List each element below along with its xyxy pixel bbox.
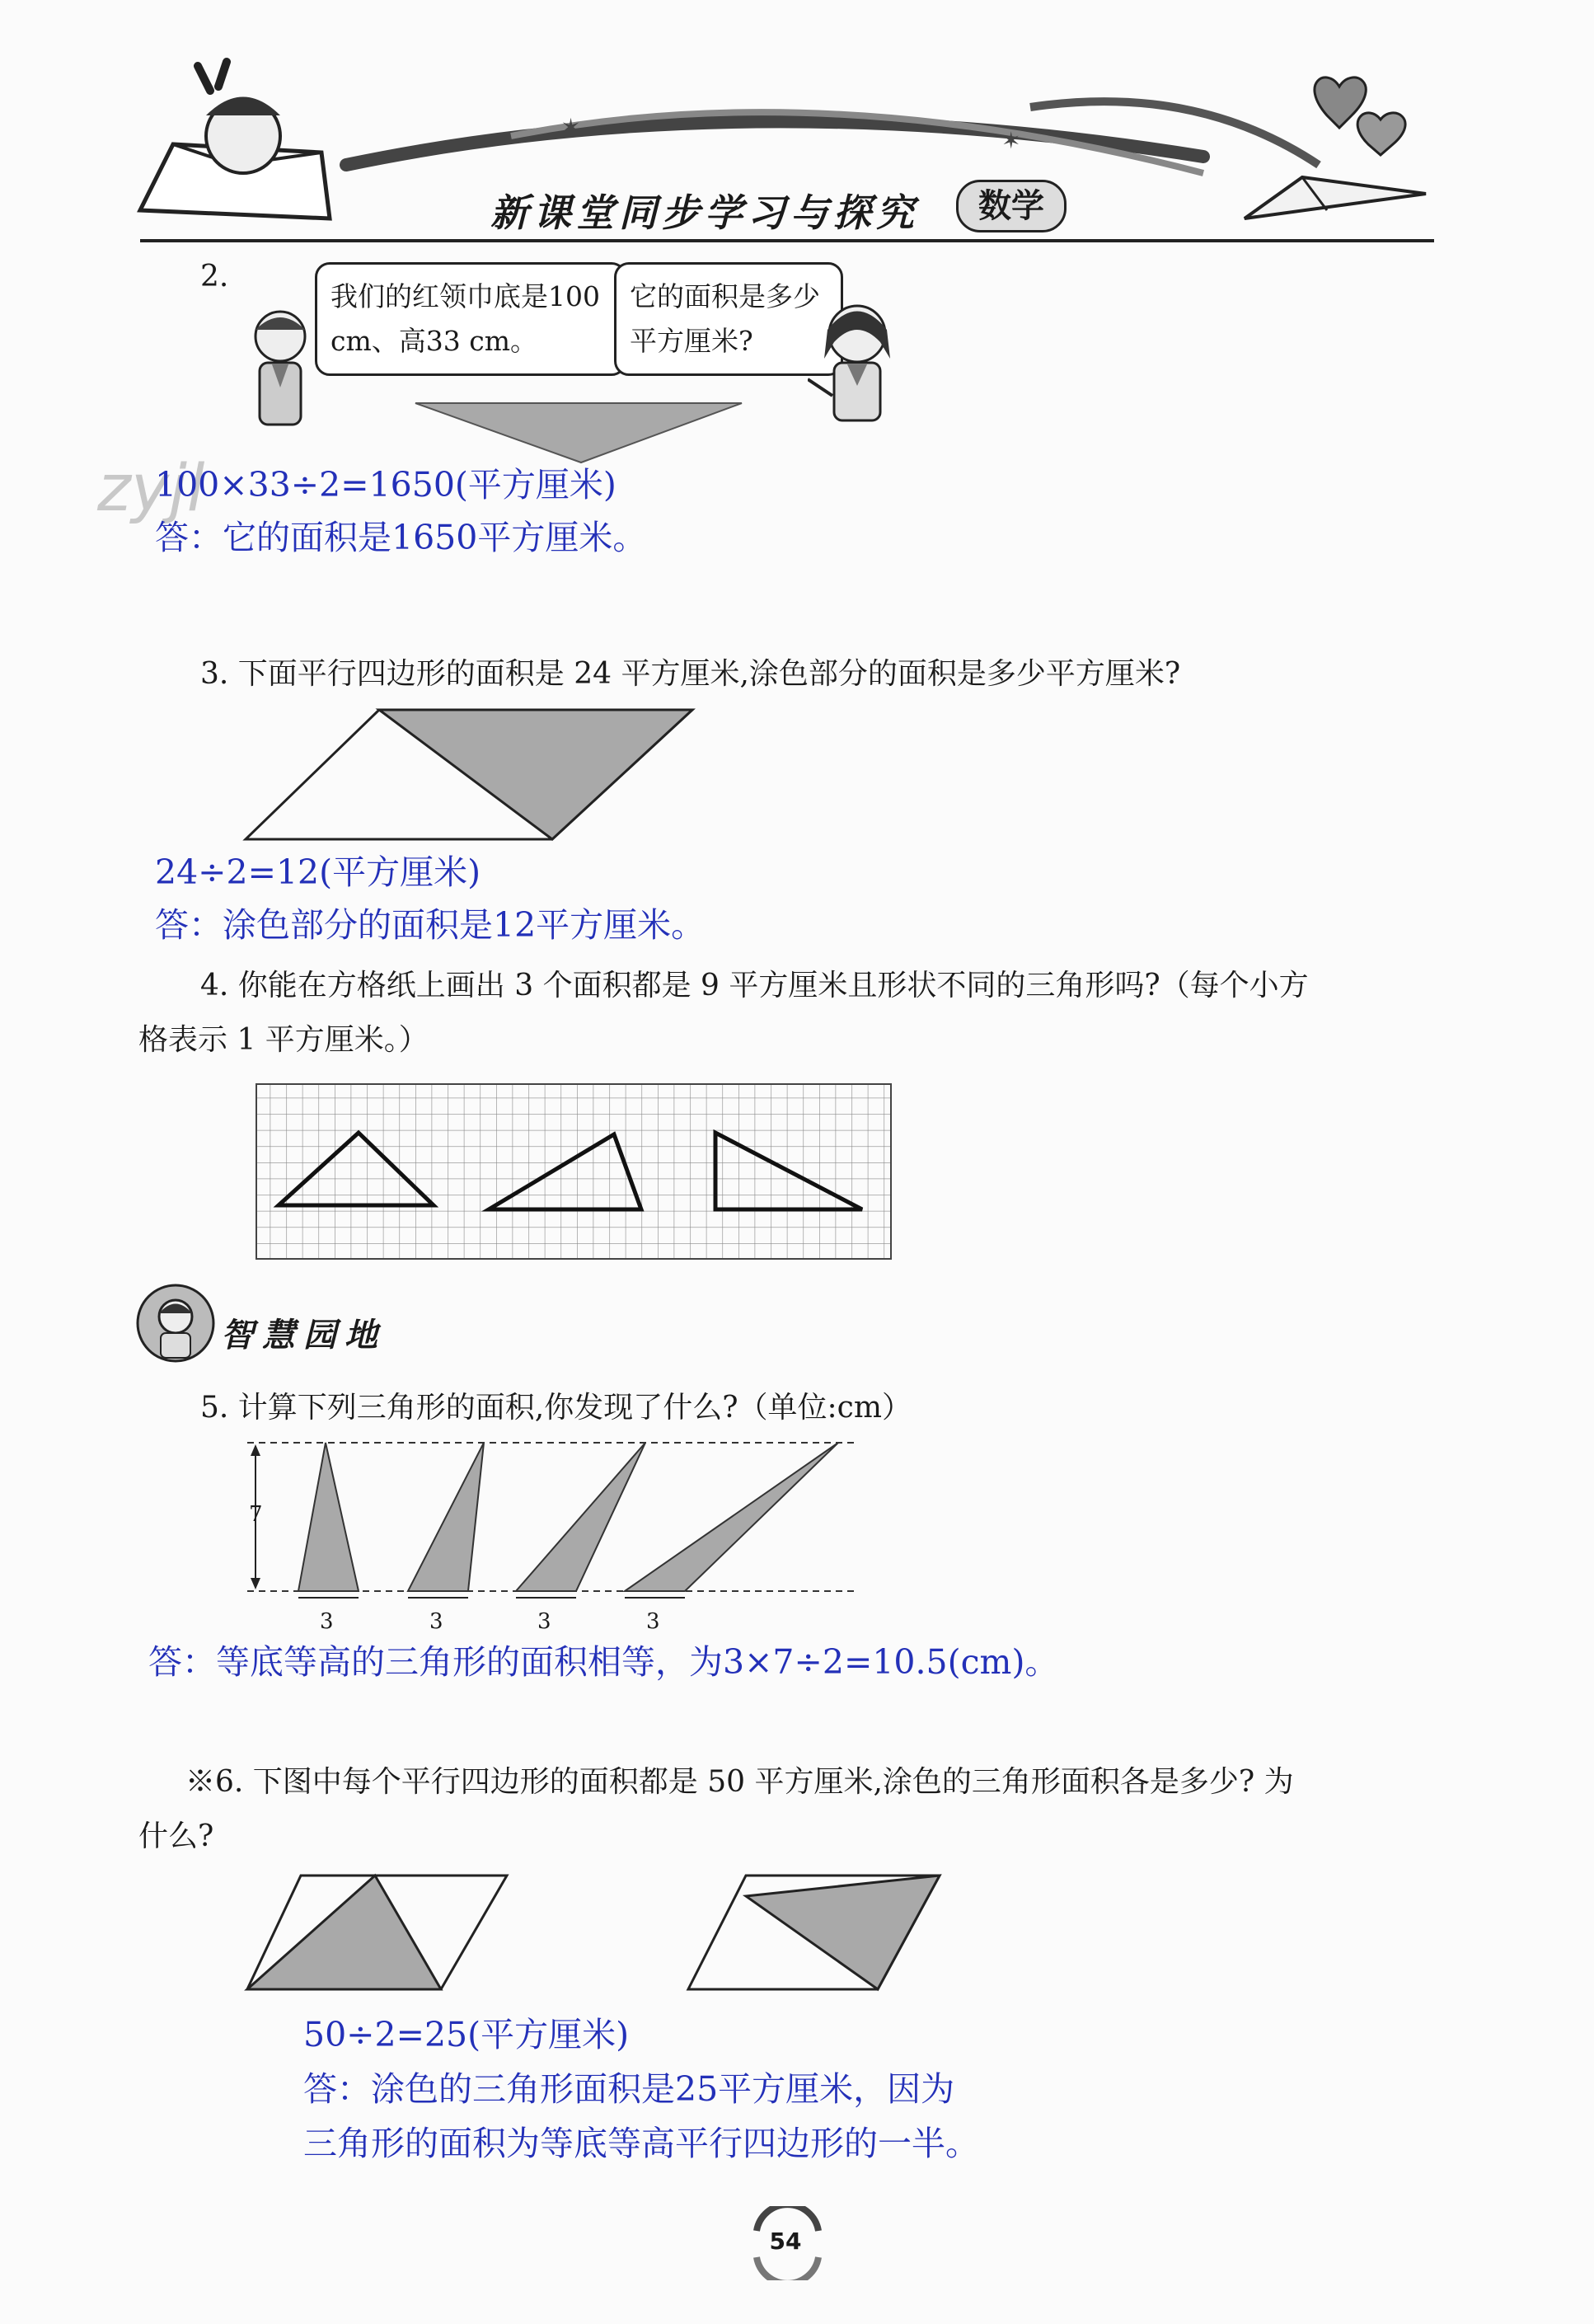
q6-text-line2: 什么?: [138, 1819, 214, 1853]
q3-answer-calc: 24÷2=12(平方厘米): [155, 852, 481, 892]
q5-text: 5. 计算下列三角形的面积,你发现了什么?（单位:cm）: [200, 1391, 912, 1425]
heart-icon: [1357, 113, 1405, 155]
header-title: 新课堂同步学习与探究: [490, 190, 919, 235]
q6-answer-calc: 50÷2=25(平方厘米): [303, 2015, 630, 2054]
header-subject: 数学: [978, 187, 1044, 225]
watermark: zyjl: [97, 452, 205, 526]
boy-speech-text: 我们的红领巾底是100 cm、高33 cm。: [331, 280, 600, 357]
q6-answer-line2: 三角形的面积为等底等高平行四边形的一半。: [303, 2124, 979, 2163]
q5-base-label: 3: [646, 1609, 660, 1634]
q5-base-label: 3: [537, 1609, 551, 1634]
q4-grid-paper: [254, 1082, 897, 1263]
q5-triangle: [625, 1443, 838, 1591]
q6-parallelogram-left: [243, 1871, 515, 1995]
svg-text:✶: ✶: [1001, 127, 1021, 154]
page-number: 54: [769, 2228, 802, 2255]
q6-shaded-triangle: [746, 1876, 940, 1989]
q5-base-label: 3: [429, 1609, 443, 1634]
q2-answer-text: 答：它的面积是1650平方厘米。: [155, 518, 647, 557]
q4-text-line1: 4. 你能在方格纸上画出 3 个面积都是 9 平方厘米且形状不同的三角形吗?（每个小方: [200, 969, 1309, 1002]
q5-answer-text: 答：等底等高的三角形的面积相等，为3×7÷2=10.5(cm)。: [148, 1642, 1059, 1682]
q5-base-label: 3: [320, 1609, 334, 1634]
q6-parallelogram-right: [684, 1871, 948, 1995]
q3-answer-text: 答：涂色部分的面积是12平方厘米。: [155, 905, 706, 945]
q4-text-line2: 格表示 1 平方厘米。）: [138, 1023, 429, 1057]
red-scarf-triangle: [412, 400, 750, 466]
boy-icon: [239, 305, 321, 437]
section-title: 智慧园地: [221, 1317, 386, 1354]
page-header: [0, 0, 1594, 256]
q5-triangle: [408, 1443, 484, 1591]
subject-badge: [956, 180, 1067, 232]
svg-text:✶: ✶: [560, 114, 582, 143]
q5-height-label: 7: [249, 1502, 263, 1527]
paper-plane-icon: [1245, 177, 1426, 218]
q5-triangles-figure: [239, 1434, 865, 1632]
girl-speech-text: 它的面积是多少平方厘米?: [630, 280, 820, 357]
q3-text: 3. 下面平行四边形的面积是 24 平方厘米,涂色部分的面积是多少平方厘米?: [200, 657, 1181, 691]
q2-number: 2.: [200, 260, 229, 293]
boy-speech-bubble: [315, 262, 626, 376]
girl-icon: [808, 289, 907, 433]
q5-triangle: [298, 1443, 359, 1591]
q6-shaded-triangle: [247, 1876, 441, 1989]
q5-triangle: [516, 1443, 645, 1591]
q6-text-line1: ※6. 下图中每个平行四边形的面积都是 50 平方厘米,涂色的三角形面积各是多少? 为: [185, 1765, 1294, 1799]
q6-answer-line1: 答：涂色的三角形面积是25平方厘米，因为: [303, 2069, 955, 2109]
q3-parallelogram: [239, 705, 701, 845]
q2-answer-calc: 100×33÷2=1650(平方厘米): [155, 465, 617, 505]
student-mascot-icon: [134, 1282, 217, 1364]
q3-shaded-triangle: [379, 710, 692, 839]
